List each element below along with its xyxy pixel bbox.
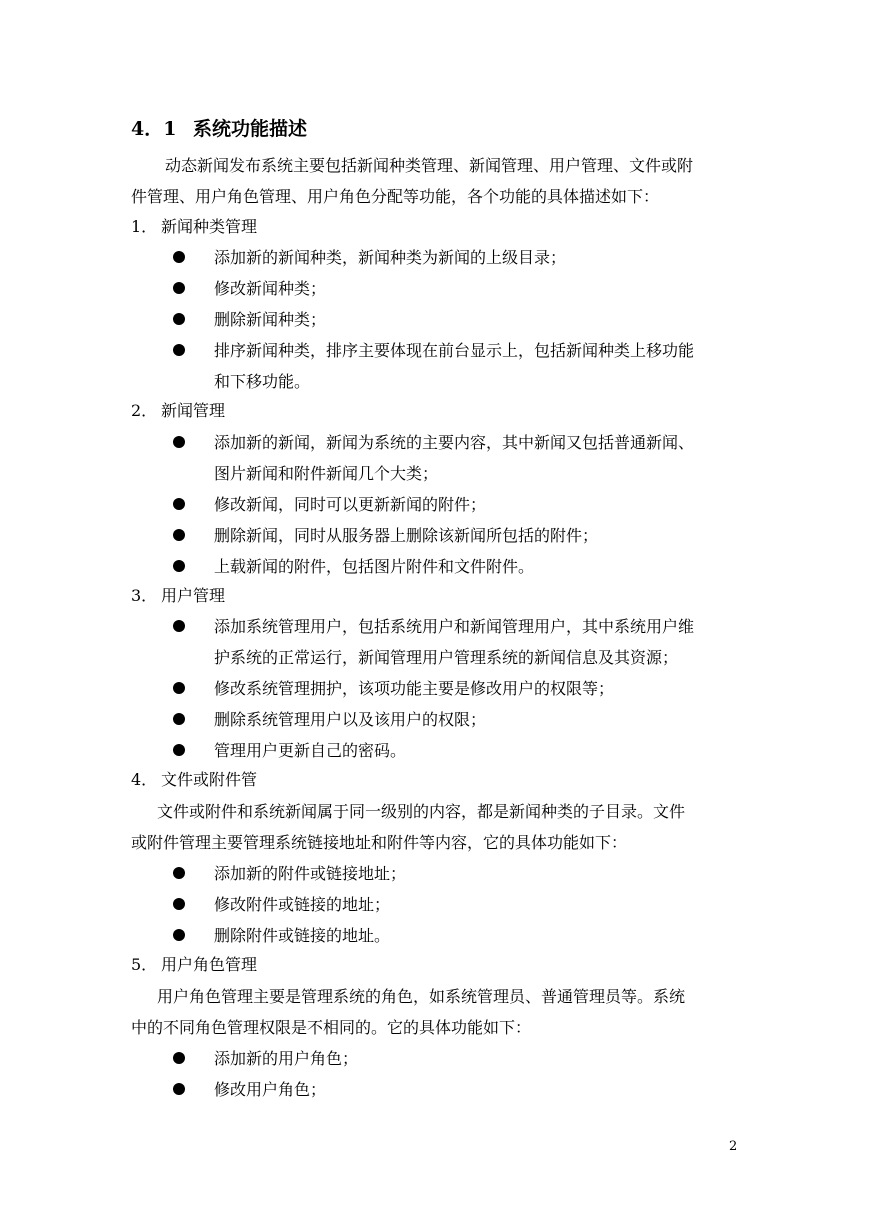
item-title	[131, 770, 257, 790]
bullet-icon	[173, 713, 185, 725]
section-title: 系统功能描述	[193, 118, 308, 140]
item-number: 5．	[131, 955, 158, 974]
item-description	[131, 796, 751, 858]
bullet-icon	[173, 436, 185, 448]
bullet-icon	[173, 929, 185, 941]
item-description	[131, 981, 751, 1043]
bullet-icon	[173, 344, 185, 356]
list-item-text: 修改附件或链接的地址；	[214, 895, 391, 914]
section-number: 4．1	[131, 118, 177, 140]
item-title	[131, 217, 257, 237]
bullet-icon	[173, 620, 185, 632]
item-title	[131, 401, 225, 421]
bullet-icon	[173, 313, 185, 325]
list-item-text: 删除附件或链接的地址。	[214, 926, 391, 945]
intro-line: 动态新闻发布系统主要包括新闻种类管理、新闻管理、用户管理、文件或附	[165, 156, 694, 175]
bullet-icon	[173, 282, 185, 294]
list-item-text: 修改用户角色；	[214, 1080, 327, 1099]
list-item-text: 删除系统管理用户以及该用户的权限；	[214, 710, 487, 729]
list-item-text: 添加新的附件或链接地址；	[214, 864, 407, 883]
bullet-icon	[173, 867, 185, 879]
page-number: 2	[729, 1139, 738, 1154]
item-title-text: 新闻种类管理	[161, 217, 258, 236]
list-item-text: 排序新闻种类，排序主要体现在前台显示上，包括新闻种类上移功能	[214, 341, 695, 360]
bullet-icon	[173, 560, 185, 572]
description-line: 用户角色管理主要是管理系统的角色，如系统管理员、普通管理员等。系统	[157, 987, 686, 1006]
description-line: 或附件管理主要管理系统链接地址和附件等内容，它的具体功能如下：	[131, 833, 628, 852]
item-number: 1．	[131, 217, 158, 236]
item-title	[131, 586, 225, 606]
item-number: 4．	[131, 770, 158, 789]
list-item-text: 上载新闻的附件，包括图片附件和文件附件。	[214, 557, 535, 576]
section-heading	[131, 117, 307, 141]
bullet-icon	[173, 682, 185, 694]
item-title	[131, 955, 257, 975]
list-item-text: 删除新闻，同时从服务器上删除该新闻所包括的附件；	[214, 526, 599, 545]
list-item-text: 修改系统管理拥护，该项功能主要是修改用户的权限等；	[214, 679, 615, 698]
list-item-text: 添加新的新闻，新闻为系统的主要内容，其中新闻又包括普通新闻、	[214, 433, 695, 452]
list-item-text: 添加新的新闻种类，新闻种类为新闻的上级目录；	[214, 248, 567, 267]
bullet-icon	[173, 498, 185, 510]
intro-paragraph	[131, 150, 751, 212]
bullet-icon	[173, 1083, 185, 1095]
intro-line: 件管理、用户角色管理、用户角色分配等功能，各个功能的具体描述如下：	[131, 187, 660, 206]
list-item-text: 添加系统管理用户，包括系统用户和新闻管理用户，其中系统用户维	[214, 617, 695, 636]
item-title-text: 用户管理	[161, 586, 226, 605]
bullet-icon	[173, 1052, 185, 1064]
description-line: 中的不同角色管理权限是不相同的。它的具体功能如下：	[131, 1018, 532, 1037]
bullet-icon	[173, 744, 185, 756]
item-title-text: 文件或附件管	[161, 770, 258, 789]
list-item-text: 护系统的正常运行，新闻管理用户管理系统的新闻信息及其资源；	[214, 648, 679, 667]
bullet-icon	[173, 529, 185, 541]
list-item-text: 和下移功能。	[214, 372, 311, 391]
description-line: 文件或附件和系统新闻属于同一级别的内容，都是新闻种类的子目录。文件	[157, 802, 686, 821]
item-number: 3．	[131, 586, 158, 605]
list-item-text: 添加新的用户角色；	[214, 1049, 359, 1068]
list-item-text: 修改新闻种类；	[214, 279, 327, 298]
item-title-text: 新闻管理	[161, 401, 226, 420]
bullet-icon	[173, 898, 185, 910]
list-item-text: 管理用户更新自己的密码。	[214, 741, 407, 760]
item-number: 2．	[131, 401, 158, 420]
list-item-text: 删除新闻种类；	[214, 310, 327, 329]
list-item-text: 修改新闻，同时可以更新新闻的附件；	[214, 495, 487, 514]
item-title-text: 用户角色管理	[161, 955, 258, 974]
bullet-icon	[173, 251, 185, 263]
list-item-text: 图片新闻和附件新闻几个大类；	[214, 464, 439, 483]
